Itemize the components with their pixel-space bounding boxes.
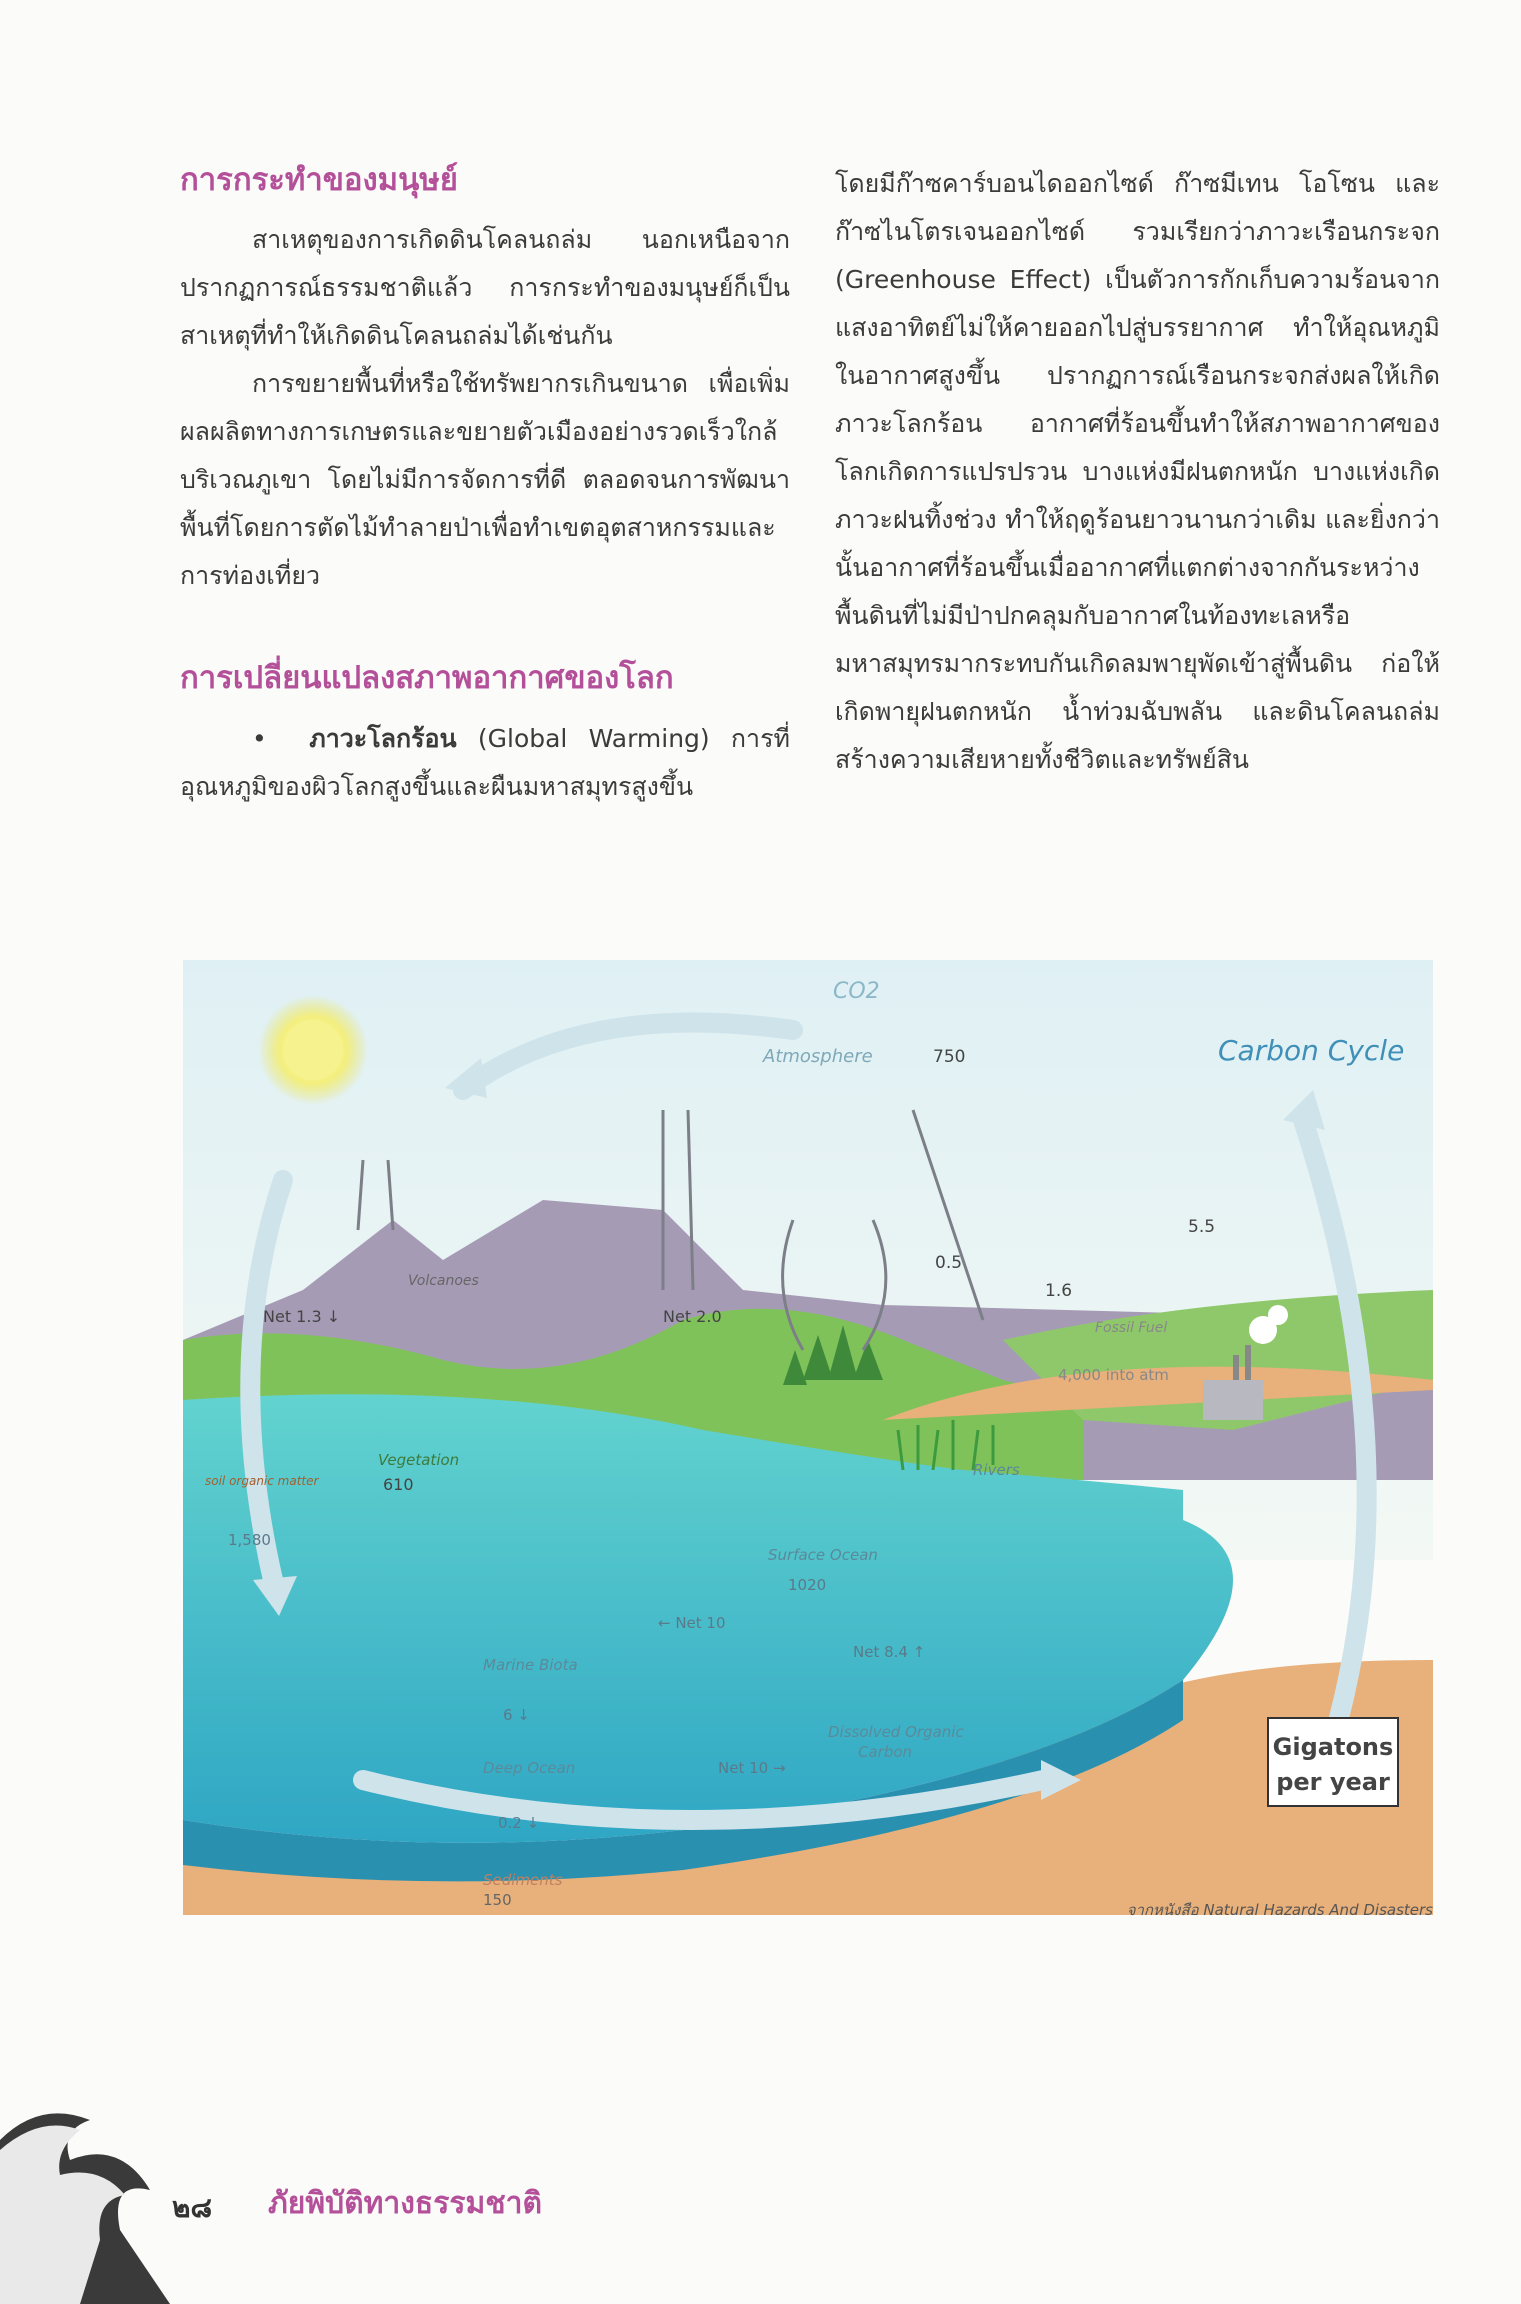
- net-10-right: Net 10 →: [718, 1759, 786, 1777]
- heading-human-actions: การกระทำของมนุษย์: [180, 162, 458, 198]
- book-title: ภัยพิบัติทางธรรมชาติ: [268, 2186, 542, 2221]
- vegetation-value: 610: [383, 1475, 414, 1494]
- paragraph-land-expansion: การขยายพื้นที่หรือใช้ทรัพยากรเกินขนาด เพื่อเพิ่มผลผลิตทางการเกษตรและขยายตัวเมืองอย่างรวดเร็วใกล้บริเวณภูเขา โดยไม่มีการจัดการที่ดี ตลอดจนการพัฒนาพื้นที่โดยการตัดไม้ทำลายป่าเพื่อทำเขตอุตสาหกรรมและการท่องเที่ยว: [180, 369, 790, 591]
- figure-caption: จากหนังสือ Natural Hazards And Disasters: [1126, 1901, 1433, 1919]
- surface-ocean-label: Surface Ocean: [768, 1546, 878, 1564]
- atmosphere-label: Atmosphere: [763, 1046, 873, 1067]
- global-warming-term: ภาวะโลกร้อน: [309, 723, 457, 753]
- global-warming-definition: (Global Warming) การที่อุณหภูมิของผิวโลกสูงขึ้นและผืนมหาสมุทรสูงขึ้น: [180, 723, 790, 801]
- value-6: 6 ↓: [503, 1706, 530, 1724]
- value-0-2: 0.2 ↓: [498, 1814, 540, 1832]
- carbon-cycle-diagram: [183, 960, 1433, 1915]
- net-1-3-label: Net 1.3 ↓: [263, 1307, 341, 1326]
- dissolved-carbon-label: Carbon: [858, 1743, 913, 1761]
- fossil-fuel-value: 4,000 into atm: [1058, 1366, 1169, 1384]
- deep-ocean-label: Deep Ocean: [483, 1759, 576, 1777]
- heading-climate-change: การเปลี่ยนแปลงสภาพอากาศของโลก: [180, 660, 674, 697]
- paragraph-greenhouse-effect: โดยมีก๊าซคาร์บอนไดออกไซด์ ก๊าซมีเทน โอโซน และก๊าซไนโตรเจนออกไซด์ รวมเรียกว่าภาวะเรือนกระจก (Greenhouse Effect) เป็นตัวการกักเก็บความร้อนจากแสงอาทิตย์ไม่ให้คายออกไปสู่บรรยากาศ ทำให้อุณหภูมิในอากาศสูงขึ้น ปรากฏการณ์เรือนกระจกส่งผลให้เกิดภาวะโลกร้อน อากาศที่ร้อนขึ้นทำให้สภาพอากาศของโลกเกิดการแปรปรวน บางแห่งมีฝนตกหนัก บางแห่งเกิดภาวะฝนทิ้งช่วง ทำให้ฤดูร้อนยาวนานกว่าเดิม และยิ่งกว่านั้นอากาศที่ร้อนขึ้นเมื่ออากาศที่แตกต่างจากกันระหว่างพื้นดินที่ไม่มีป่าปกคลุมกับอากาศในท้องทะเลหรือมหาสมุทรมากระทบกันเกิดลมพายุพัดเข้าสู่พื้นดิน ก่อให้เกิดพายุฝนตกหนัก น้ำท่วมฉับพลัน และดินโคลนถล่ม สร้างความเสียหายทั้งชีวิตและทรัพย์สิน: [835, 169, 1440, 774]
- right-column: [835, 160, 1440, 784]
- left-column: [180, 160, 790, 811]
- value-5-5: 5.5: [1188, 1217, 1216, 1237]
- value-0-5: 0.5: [935, 1253, 963, 1273]
- fossil-fuel-label: Fossil Fuel: [1095, 1320, 1168, 1336]
- per-year-label: per year: [1276, 1768, 1390, 1796]
- soil-label: soil organic matter: [205, 1474, 319, 1488]
- sediments-label: Sediments: [483, 1871, 563, 1889]
- gigatons-label: Gigatons: [1272, 1733, 1394, 1761]
- paragraph-human-causes: สาเหตุของการเกิดดินโคลนถล่ม นอกเหนือจากปรากฏการณ์ธรรมชาติแล้ว การกระทำของมนุษย์ก็เป็นสาเหตุที่ทำให้เกิดดินโคลนถล่มได้เช่นกัน: [180, 225, 790, 351]
- sun-core: [283, 1020, 343, 1080]
- net-2-0-label: Net 2.0: [663, 1307, 722, 1326]
- page-number: ๒๘: [172, 2191, 213, 2224]
- net-10-left: ← Net 10: [658, 1614, 726, 1632]
- co2-label: CO2: [833, 979, 880, 1004]
- wave-icon: [0, 2080, 170, 2304]
- marine-biota-label: Marine Biota: [483, 1656, 578, 1674]
- soil-value: 1,580: [228, 1531, 271, 1549]
- carbon-cycle-title: Carbon Cycle: [1218, 1034, 1405, 1067]
- net-8-4: Net 8.4 ↑: [853, 1643, 926, 1661]
- value-1-6: 1.6: [1045, 1281, 1073, 1301]
- vegetation-label: Vegetation: [378, 1451, 460, 1469]
- surface-ocean-value: 1020: [788, 1576, 827, 1594]
- rivers-label: Rivers: [973, 1461, 1020, 1479]
- paragraph-global-warming: • ภาวะโลกร้อน (Global Warming) การที่อุณหภูมิของผิวโลกสูงขึ้นและผืนมหาสมุทรสูงขึ้น: [180, 723, 790, 801]
- sediments-value: 150: [483, 1891, 512, 1909]
- volcanoes-label: Volcanoes: [408, 1273, 479, 1289]
- atmosphere-value: 750: [933, 1047, 966, 1067]
- dissolved-organic-label: Dissolved Organic: [828, 1723, 964, 1741]
